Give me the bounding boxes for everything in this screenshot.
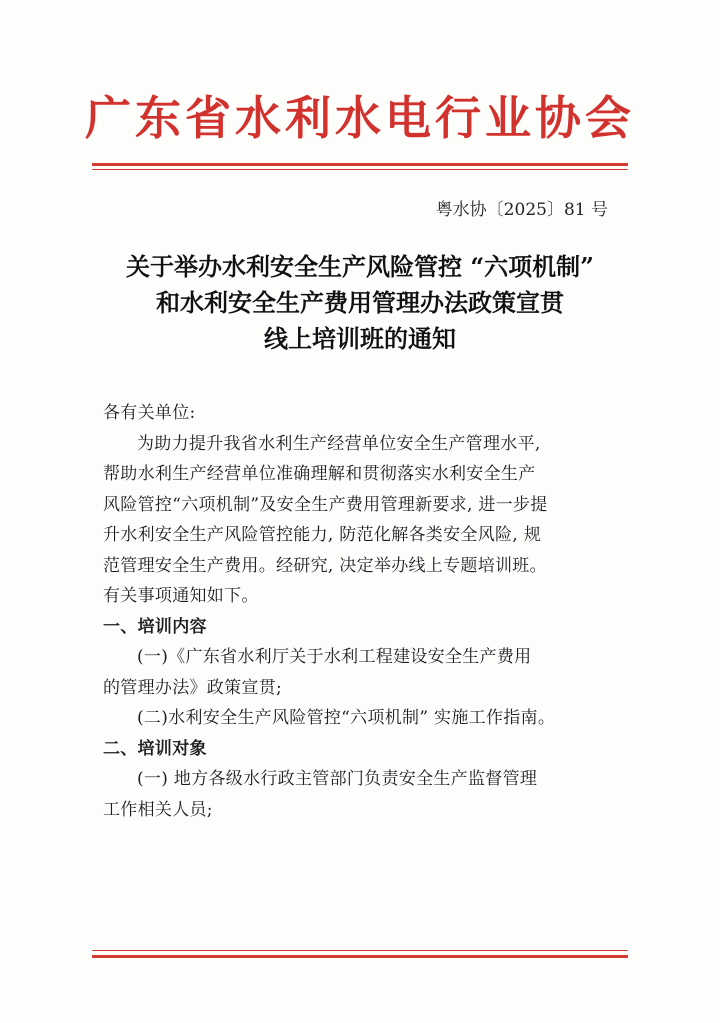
letterhead-org-name: 广东省水利水电行业协会 — [85, 91, 635, 145]
paragraph-line: 升水利安全生产风险管控能力, 防范化解各类安全风险, 规 — [103, 525, 542, 545]
paragraph-line: 范管理安全生产费用。经研究, 决定举办线上专题培训班。 — [103, 555, 547, 576]
paragraph-line: 为助力提升我省水利生产经营单位安全生产管理水平, — [137, 433, 541, 454]
letterhead-red-rule-thick — [92, 163, 628, 166]
paragraph-line: 帮助水利生产经营单位准确理解和贯彻落实水利安全生产 — [103, 464, 536, 484]
paragraph-line: 有关事项通知如下。 — [103, 586, 259, 606]
document-body — [103, 398, 623, 825]
title-line: 关于举办水利安全生产风险管控 “六项机制” — [126, 252, 594, 281]
footer-red-rule-thick — [92, 955, 628, 958]
salutation: 各有关单位: — [103, 403, 196, 423]
title-line: 线上培训班的通知 — [264, 324, 456, 353]
list-item-line: (一) 地方各级水行政主管部门负责安全生产监督管理 — [137, 769, 538, 789]
list-item-line: (二)水利安全生产风险管控“六项机制” 实施工作指南。 — [137, 708, 556, 728]
title-line: 和水利安全生产费用管理办法政策宣贯 — [156, 288, 564, 317]
section-heading-training-content: 一、培训内容 — [103, 616, 207, 637]
footer-red-rule-thin — [92, 950, 628, 951]
list-item-line: 的管理办法》政策宣贯; — [103, 677, 283, 698]
list-item-line: (一)《广东省水利厅关于水利工程建设安全生产费用 — [137, 647, 532, 667]
letterhead-red-rule-thin — [92, 169, 628, 170]
section-heading-training-targets: 二、培训对象 — [103, 738, 207, 759]
list-item-line: 工作相关人员; — [103, 799, 213, 820]
paragraph-line: 风险管控“六项机制”及安全生产费用管理新要求, 进一步提 — [103, 494, 548, 515]
document-number: 粤水协〔2025〕81 号 — [435, 200, 608, 220]
document-title — [0, 249, 720, 357]
